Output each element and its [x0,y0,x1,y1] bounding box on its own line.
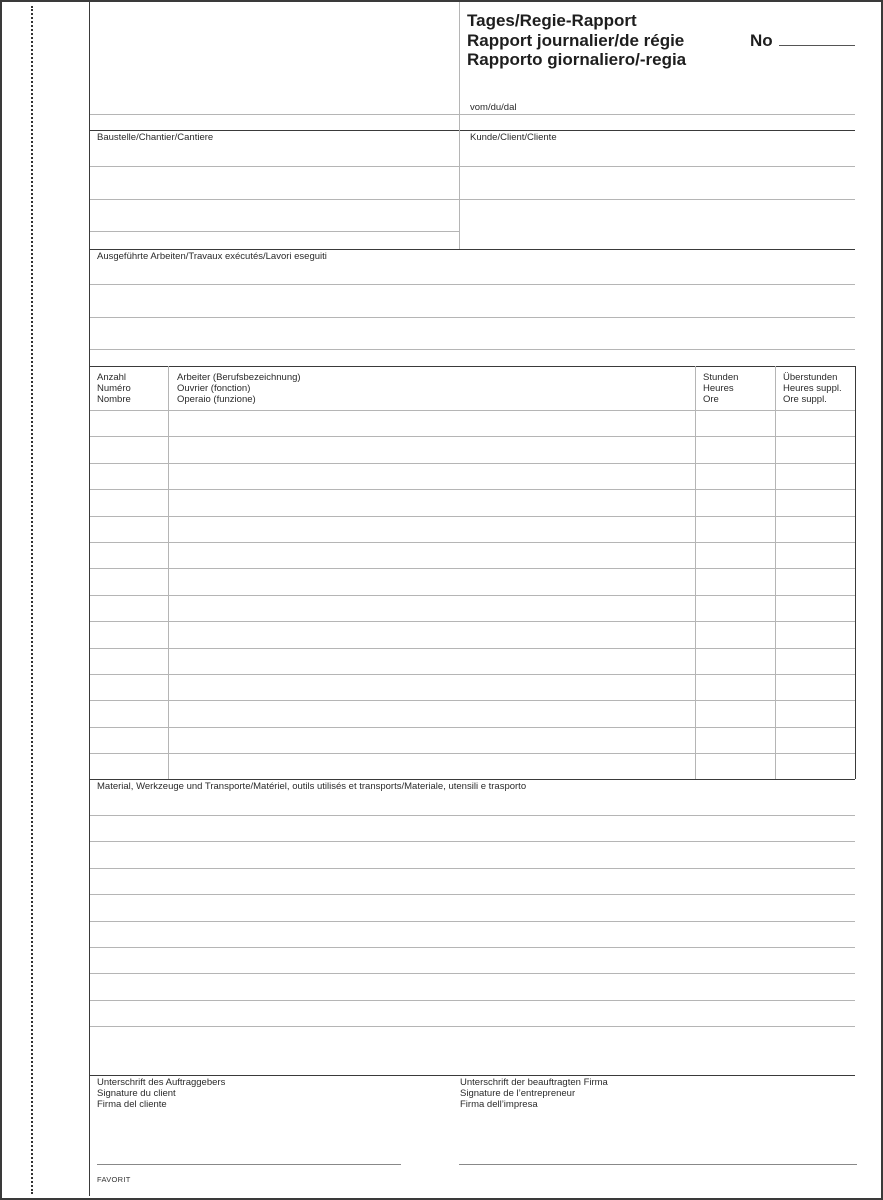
table-row[interactable] [90,463,855,464]
client-signature-line[interactable] [97,1164,401,1165]
material-line[interactable] [90,868,855,869]
brand-label: FAVORIT [97,1175,131,1184]
col-header-overtime-it: Ore suppl. [783,394,827,405]
material-label: Material, Werkzeuge und Transporte/Matériel, outils utilisés et transports/Materiale, utensili e trasporto [97,781,527,792]
client-signature-label-it: Firma del cliente [97,1099,167,1110]
col-header-hours-de: Stunden [703,372,739,383]
table-row[interactable] [90,568,855,569]
table-row[interactable] [90,621,855,622]
material-bottom-line [90,1075,855,1076]
work-label: Ausgeführte Arbeiten/Travaux exécutés/Lavori eseguiti [97,251,327,262]
col-header-overtime-fr: Heures suppl. [783,383,842,394]
work-line-3[interactable] [90,349,855,350]
table-col-divider-1 [168,366,169,779]
col-header-worker-de: Arbeiter (Berufsbezeichnung) [177,372,301,383]
header-divider [459,2,460,130]
header-bottom-line [90,130,855,131]
table-row[interactable] [90,595,855,596]
table-right-border [855,366,856,779]
material-line[interactable] [90,894,855,895]
client-signature-label-de: Unterschrift des Auftraggebers [97,1077,226,1088]
report-number-field[interactable] [779,45,855,46]
table-top-line [90,366,855,367]
contractor-signature-label-de: Unterschrift der beauftragten Firma [460,1077,608,1088]
material-line[interactable] [90,1026,855,1027]
contractor-signature-label-it: Firma dell’impresa [460,1099,538,1110]
material-line[interactable] [90,921,855,922]
material-line[interactable] [90,973,855,974]
table-row[interactable] [90,674,855,675]
col-header-count-fr: Numéro [97,383,131,394]
table-row[interactable] [90,700,855,701]
table-col-divider-2 [695,366,696,779]
table-row[interactable] [90,516,855,517]
col-header-hours-it: Ore [703,394,719,405]
client-label: Kunde/Client/Cliente [470,132,557,143]
col-header-count-it: Nombre [97,394,131,405]
left-margin-line [89,2,90,1196]
site-label: Baustelle/Chantier/Cantiere [97,132,214,143]
table-row[interactable] [90,727,855,728]
site-line-2[interactable] [90,199,855,200]
site-line-3[interactable] [90,231,459,232]
date-label: vom/du/dal [470,102,517,113]
table-row[interactable] [90,753,855,754]
client-signature-label-fr: Signature du client [97,1088,176,1099]
site-bottom-line [90,249,855,250]
table-row[interactable] [90,489,855,490]
contractor-signature-line[interactable] [459,1164,857,1165]
col-header-overtime-de: Überstunden [783,372,838,383]
col-header-count-de: Anzahl [97,372,127,383]
material-line[interactable] [90,815,855,816]
site-client-divider [459,130,460,249]
site-line-1[interactable] [90,166,855,167]
material-line[interactable] [90,947,855,948]
table-row[interactable] [90,648,855,649]
form-title-fr: Rapport journalier/de régie [467,31,685,50]
col-header-worker-it: Operaio (funzione) [177,394,256,405]
date-field-line[interactable] [90,114,855,115]
form-title-it: Rapporto giornaliero/-regia [467,50,687,69]
contractor-signature-label-fr: Signature de l’entrepreneur [460,1088,576,1099]
col-header-hours-fr: Heures [703,383,734,394]
material-line[interactable] [90,841,855,842]
table-row[interactable] [90,542,855,543]
table-row[interactable] [90,436,855,437]
work-line-1[interactable] [90,284,855,285]
table-bottom-line [90,779,855,780]
table-header-bottom [90,410,855,411]
table-col-divider-3 [775,366,776,779]
form-title-de: Tages/Regie-Rapport [467,11,637,30]
material-line[interactable] [90,1000,855,1001]
perforation-line [31,6,33,1194]
col-header-worker-fr: Ouvrier (fonction) [177,383,251,394]
work-line-2[interactable] [90,317,855,318]
report-number-label: No [750,31,773,50]
